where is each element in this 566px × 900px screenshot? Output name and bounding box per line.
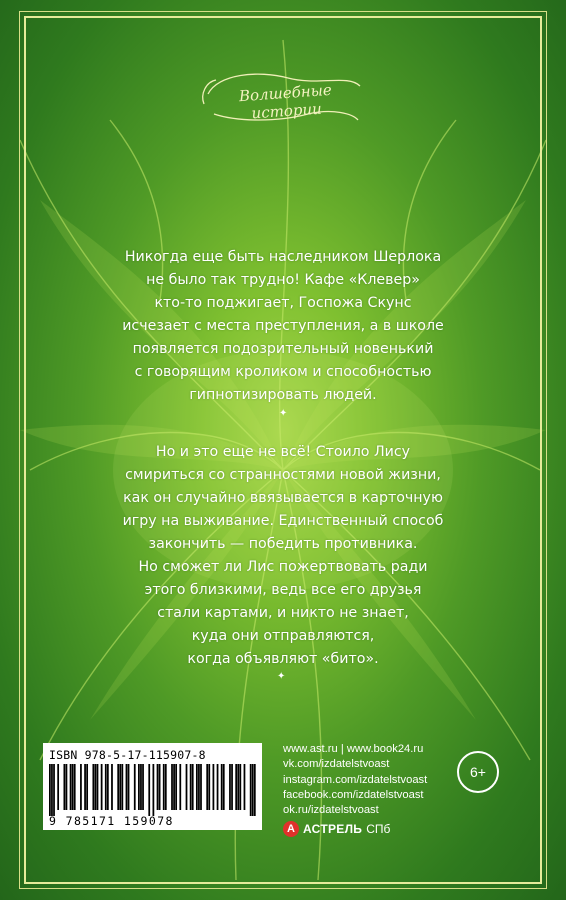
- barcode-bar: [159, 764, 161, 810]
- barcode-bar: [140, 764, 142, 810]
- publisher-city: СПб: [366, 822, 391, 836]
- barcode-bar: [80, 764, 82, 810]
- barcode-bar: [66, 764, 68, 810]
- barcode-bar: [190, 764, 192, 810]
- description-paragraph-2: [95, 441, 471, 671]
- barcode-bar: [138, 764, 140, 810]
- barcode-bar: [63, 764, 65, 810]
- barcode-bar: [51, 764, 53, 816]
- barcode-bar: [157, 764, 159, 810]
- barcode-bar: [142, 764, 144, 810]
- description-line: Никогда еще быть наследником Шерлока: [124, 249, 442, 265]
- barcode-bar: [231, 764, 233, 810]
- barcode-number: 9 785171 159078: [49, 814, 174, 828]
- barcode-bar: [179, 764, 181, 810]
- description-line: гипнотизировать людей.: [189, 387, 377, 403]
- description-line: этого близкими, ведь все его друзья: [144, 582, 422, 598]
- barcode-bar: [196, 764, 198, 810]
- facebook-link[interactable]: facebook.com/izdatelstvoast: [283, 788, 424, 801]
- website-link[interactable]: www.ast.ru | www.book24.ru: [283, 743, 424, 755]
- barcode-bar: [213, 764, 215, 810]
- series-badge: [198, 64, 368, 130]
- barcode-bar: [148, 764, 150, 816]
- barcode-bar: [252, 764, 254, 816]
- barcode-bar: [74, 764, 76, 810]
- barcode-bar: [192, 764, 194, 810]
- barcode-bar: [200, 764, 202, 810]
- barcode-bar: [70, 764, 72, 810]
- barcode-bar: [244, 764, 246, 810]
- barcode-bar: [72, 764, 74, 810]
- barcode-bar: [101, 764, 103, 810]
- barcode-bar: [163, 764, 165, 810]
- barcode-bar: [53, 764, 55, 816]
- description-line: смириться со странностями новой жизни,: [125, 467, 441, 483]
- barcode-bar: [229, 764, 231, 810]
- ok-link[interactable]: ok.ru/izdatelstvoast: [283, 804, 379, 817]
- barcode-bar: [175, 764, 177, 810]
- barcode-bar: [107, 764, 109, 810]
- barcode-bars: [49, 764, 256, 816]
- description-line: кто-то поджигает, Госпожа Скунс: [154, 295, 412, 311]
- instagram-link[interactable]: instagram.com/izdatelstvoast: [283, 773, 428, 786]
- description-line: закончить — победить противника.: [148, 536, 418, 552]
- barcode-bar: [186, 764, 188, 810]
- publisher-logo-icon: А: [283, 821, 299, 837]
- barcode-bar: [250, 764, 252, 816]
- barcode-bar: [126, 764, 128, 810]
- barcode-bar: [171, 764, 173, 810]
- book-description: [95, 246, 471, 671]
- barcode-bar: [223, 764, 225, 810]
- publisher-name: АСТРЕЛЬ: [303, 822, 363, 836]
- description-line: с говорящим кроликом и способностью: [134, 364, 432, 380]
- description-paragraph-1: [95, 246, 471, 407]
- barcode-bar: [206, 764, 208, 810]
- description-line: появляется подозрительный новенький: [132, 341, 434, 357]
- barcode-bar: [173, 764, 175, 810]
- barcode-bar: [254, 764, 256, 816]
- barcode-bar: [111, 764, 113, 810]
- age-rating-badge: 6+: [457, 751, 499, 793]
- barcode-bar: [105, 764, 107, 810]
- description-line: когда объявляют «бито».: [187, 651, 379, 667]
- barcode-bar: [208, 764, 210, 810]
- barcode-bar: [119, 764, 121, 810]
- barcode-bar: [217, 764, 219, 810]
- publisher-logo: [283, 820, 390, 838]
- barcode-bar: [165, 764, 167, 810]
- barcode-bar: [49, 764, 51, 816]
- barcode-bar: [117, 764, 119, 810]
- barcode-bar: [153, 764, 155, 816]
- barcode-bar: [84, 764, 86, 810]
- barcode-bar: [128, 764, 130, 810]
- description-line: игру на выживание. Единственный способ: [122, 513, 444, 529]
- barcode-bar: [97, 764, 99, 810]
- sparkle-icon: ✦: [277, 671, 286, 682]
- barcode-bar: [237, 764, 239, 810]
- description-line: исчезает с места преступления, а в школе: [122, 318, 444, 334]
- sparkle-icon: ✦: [279, 408, 288, 419]
- isbn-text: ISBN 978-5-17-115907-8: [49, 748, 206, 762]
- barcode: [43, 743, 262, 830]
- barcode-bar: [121, 764, 123, 810]
- barcode-bar: [221, 764, 223, 810]
- barcode-bar: [198, 764, 200, 810]
- description-line: не было так трудно! Кафе «Клевер»: [146, 272, 420, 288]
- description-line: как он случайно ввязывается в карточную: [123, 490, 443, 506]
- description-line: стали картами, и никто не знает,: [157, 605, 409, 621]
- description-line: Но и это еще не всё! Стоило Лису: [155, 444, 411, 460]
- barcode-bar: [57, 764, 59, 810]
- barcode-bar: [239, 764, 241, 810]
- barcode-bar: [134, 764, 136, 810]
- barcode-bar: [92, 764, 94, 810]
- description-line: куда они отправляются,: [191, 628, 375, 644]
- barcode-bar: [95, 764, 97, 810]
- barcode-bar: [86, 764, 88, 810]
- description-line: Но сможет ли Лис пожертвовать ради: [138, 559, 428, 575]
- vk-link[interactable]: vk.com/izdatelstvoast: [283, 758, 390, 771]
- publisher-links: [283, 742, 453, 818]
- barcode-bar: [235, 764, 237, 810]
- series-label: Волшебные истории: [238, 80, 333, 123]
